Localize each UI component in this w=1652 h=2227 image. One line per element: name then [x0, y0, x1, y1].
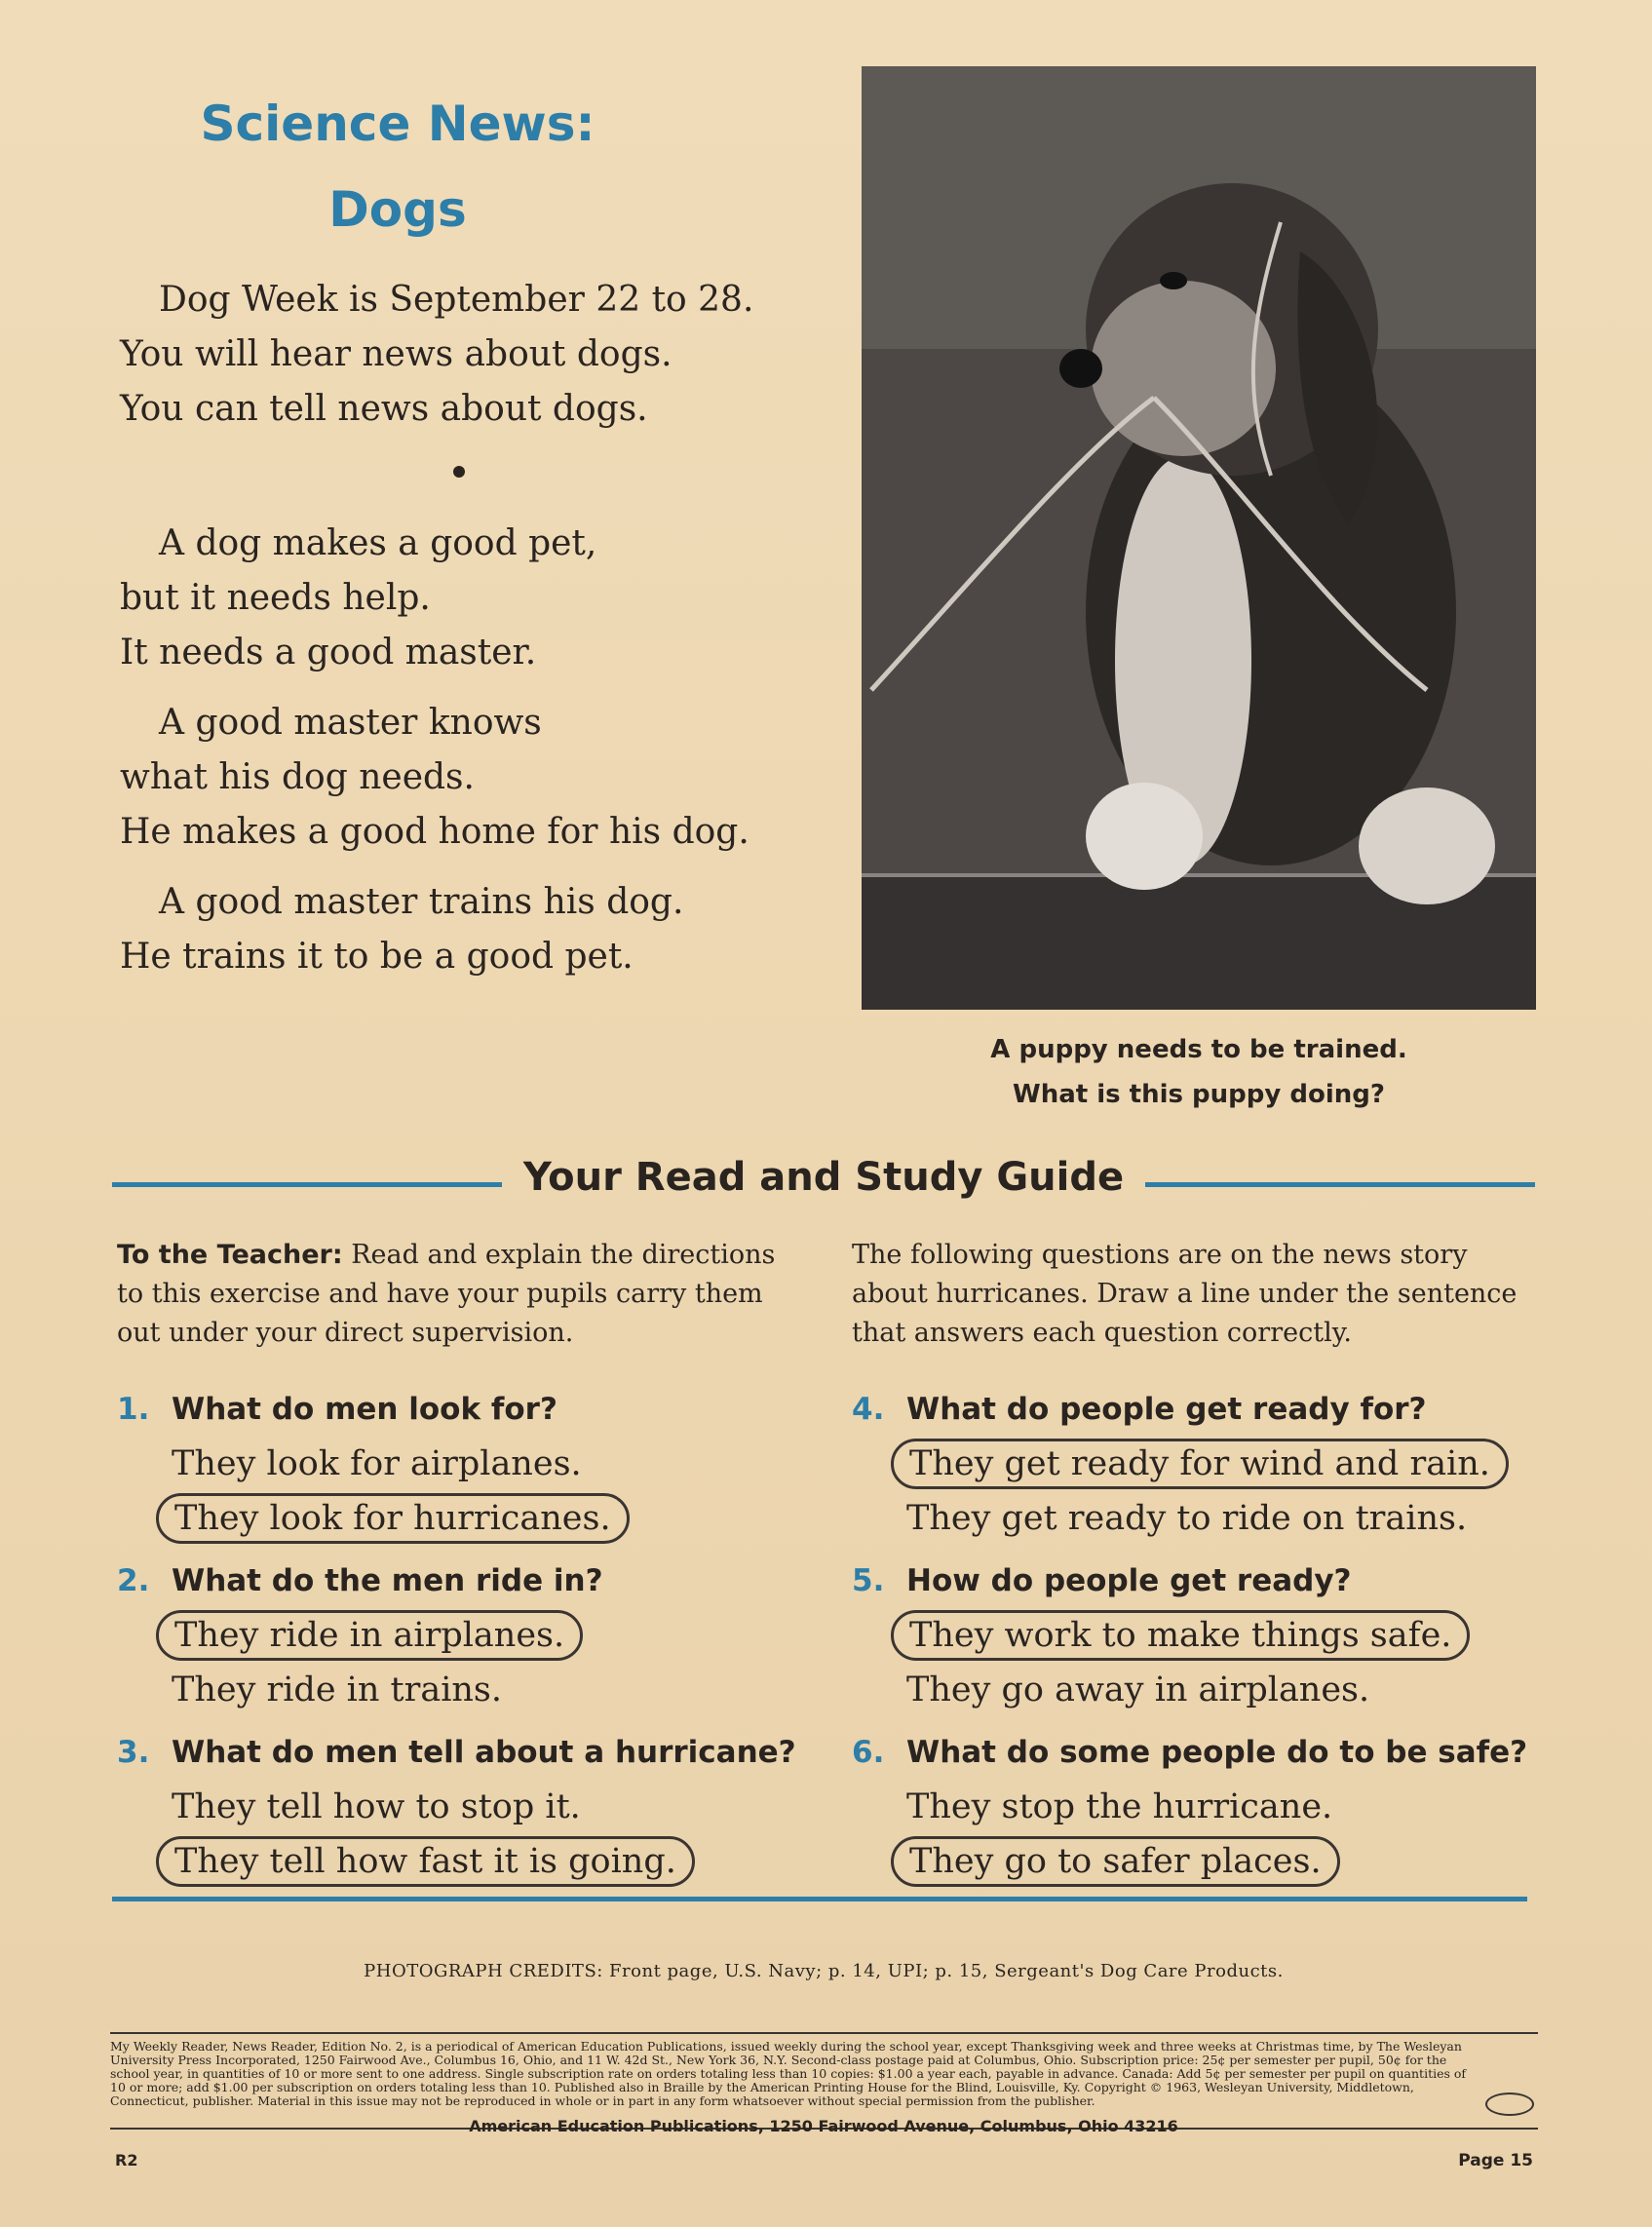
question-number: 2.	[117, 1563, 150, 1598]
answer-option[interactable]	[852, 1780, 1534, 1834]
teacher-label: To the Teacher:	[117, 1240, 343, 1270]
story-line: what his dog needs.	[120, 757, 475, 797]
answer-option[interactable]	[117, 1663, 799, 1717]
question-number: 4.	[852, 1392, 885, 1427]
answer-text: They get ready to ride on trains.	[906, 1499, 1468, 1538]
fine-print-box	[110, 2032, 1538, 2130]
question-text: What do people get ready for?	[906, 1392, 1427, 1427]
question-number: 6.	[852, 1735, 885, 1770]
answer-text: They look for airplanes.	[172, 1444, 582, 1483]
story-line: You can tell news about dogs.	[120, 389, 648, 429]
photo-caption	[862, 1027, 1536, 1117]
story-paragraph-1	[120, 273, 802, 437]
edition-code: R2	[115, 2151, 138, 2169]
page-title: Science News:	[200, 96, 595, 152]
question-2	[117, 1554, 799, 1717]
story-line: It needs a good master.	[120, 633, 537, 672]
question-heading	[852, 1554, 1534, 1608]
heading-rule-left	[112, 1182, 502, 1187]
page-number: Page 15	[1458, 2151, 1533, 2170]
caption-line: A puppy needs to be trained.	[990, 1035, 1407, 1064]
photo-credits: PHOTOGRAPH CREDITS: Front page, U.S. Navy; p. 14, UPI; p. 15, Sergeant's Dog Care Products.	[364, 1961, 1284, 1981]
guide-column-left	[117, 1236, 799, 1897]
answer-text: They ride in airplanes.	[156, 1610, 583, 1661]
story-paragraph-4	[120, 875, 802, 984]
answer-option-circled[interactable]	[117, 1491, 799, 1546]
story-paragraph-3	[120, 696, 802, 860]
answer-text: They look for hurricanes.	[156, 1493, 630, 1544]
answer-text: They get ready for wind and rain.	[891, 1439, 1509, 1489]
answer-option-circled[interactable]	[852, 1437, 1534, 1491]
answer-option-circled[interactable]	[117, 1834, 799, 1889]
question-3	[117, 1725, 799, 1889]
section-bullet	[453, 466, 465, 478]
guide-column-right	[852, 1236, 1534, 1897]
teacher-note	[117, 1236, 799, 1353]
answer-option-circled[interactable]	[852, 1834, 1534, 1889]
answer-text: They ride in trains.	[172, 1670, 503, 1709]
teacher-text: Read and explain the directions to this exercise and have your pupils carry them out under your direct supervision.	[117, 1240, 776, 1348]
story-line: but it needs help.	[120, 578, 431, 618]
story-line: He makes a good home for his dog.	[120, 812, 749, 852]
question-number: 3.	[117, 1735, 150, 1770]
answer-option[interactable]	[852, 1663, 1534, 1717]
question-heading	[852, 1725, 1534, 1780]
answer-text: They go away in airplanes.	[906, 1670, 1370, 1709]
guide-heading: Your Read and Study Guide	[522, 1155, 1125, 1200]
fine-print: My Weekly Reader, News Reader, Edition No. 2, is a periodical of American Education Publications, issued weekly during the school year, except Thanksgiving week and three weeks at Christmas time, by The Wesleyan University Press Incorporated, 1250 Fairwood Ave., Columbus 16, Ohio, and 11 W. 42d St., New York 36, N.Y. Second-class postage paid at Columbus, Ohio. Subscription price: 25¢ per semester per pupil, 50¢ for the school year, in quantities of 10 or more sent to one address. Single subscription rate on orders totaling less than 10 copies: $1.00 a year each, payable in advance. Canada: Add 5¢ per semester per pupil on quantities of 10 or more; add $1.00 per subscription on orders totaling less than 10. Published also in Braille by the American Printing House for the Blind, Louisville, Ky. Copyright © 1963, Wesleyan University, Middletown, Connecticut, publisher. Material in this issue may not be reproduced in whole or in part in any form whatsoever without special permission from the publisher.	[110, 2039, 1467, 2108]
page-subtitle: Dogs	[328, 181, 467, 238]
answer-text: They stop the hurricane.	[906, 1787, 1333, 1826]
question-heading	[117, 1554, 799, 1608]
story-line: You will hear news about dogs.	[120, 334, 672, 374]
instructions: The following questions are on the news story about hurricanes. Draw a line under the sentence that answers each question correctly.	[852, 1240, 1518, 1348]
answer-option-circled[interactable]	[852, 1608, 1534, 1663]
puppy-illustration	[862, 66, 1536, 1010]
guide-heading-bar	[112, 1155, 1535, 1213]
question-4	[852, 1382, 1534, 1546]
story-line: A good master trains his dog.	[159, 882, 684, 922]
question-text: What do men tell about a hurricane?	[172, 1735, 796, 1770]
story-line: He trains it to be a good pet.	[120, 937, 634, 977]
question-heading	[852, 1382, 1534, 1437]
union-seal-icon	[1485, 2093, 1534, 2116]
question-text: How do people get ready?	[906, 1563, 1352, 1598]
answer-option[interactable]	[117, 1437, 799, 1491]
caption-line: What is this puppy doing?	[1013, 1080, 1385, 1109]
answer-text: They tell how fast it is going.	[156, 1836, 695, 1887]
story-line: A dog makes a good pet,	[159, 523, 597, 563]
answer-text: They tell how to stop it.	[172, 1787, 581, 1826]
answer-option-circled[interactable]	[117, 1608, 799, 1663]
question-text: What do men look for?	[172, 1392, 557, 1427]
question-number: 5.	[852, 1563, 885, 1598]
question-heading	[117, 1725, 799, 1780]
puppy-photo	[862, 66, 1536, 1010]
guide-bottom-rule	[112, 1897, 1527, 1901]
answer-text: They go to safer places.	[891, 1836, 1340, 1887]
answer-text: They work to make things safe.	[891, 1610, 1470, 1661]
question-text: What do some people do to be safe?	[906, 1735, 1528, 1770]
answer-option[interactable]	[852, 1491, 1534, 1546]
story-paragraph-2	[120, 517, 802, 680]
story-line: A good master knows	[159, 703, 542, 743]
answer-option[interactable]	[117, 1780, 799, 1834]
question-number: 1.	[117, 1392, 150, 1427]
question-heading	[117, 1382, 799, 1437]
heading-rule-right	[1145, 1182, 1535, 1187]
question-6	[852, 1725, 1534, 1889]
question-1	[117, 1382, 799, 1546]
publisher-address: American Education Publications, 1250 Fairwood Avenue, Columbus, Ohio 43216	[469, 2117, 1178, 2135]
question-5	[852, 1554, 1534, 1717]
question-text: What do the men ride in?	[172, 1563, 603, 1598]
news-story	[120, 273, 802, 1000]
story-line: Dog Week is September 22 to 28.	[159, 280, 754, 320]
